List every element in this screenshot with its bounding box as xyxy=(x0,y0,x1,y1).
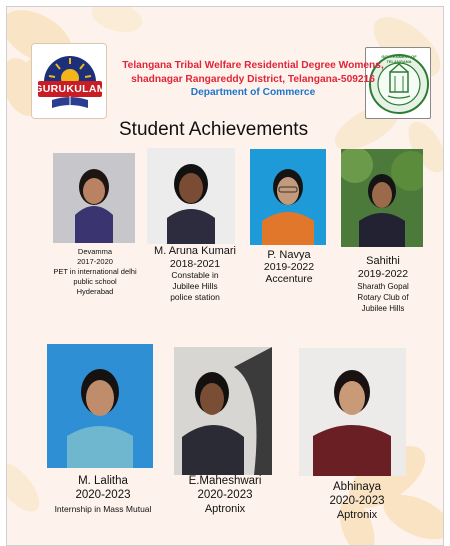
student-years: 2018-2021 xyxy=(169,258,221,270)
student-caption-sahithi xyxy=(337,255,429,314)
student-achievement: Jubilee Hills xyxy=(172,281,218,291)
student-name: M. Lalitha xyxy=(78,475,128,487)
student-achievement: public school xyxy=(73,277,117,286)
department-name: Department of Commerce xyxy=(190,87,316,98)
student-photo-maheshwari xyxy=(174,347,272,475)
student-years: 2019-2022 xyxy=(357,268,409,280)
student-achievement: Internship in Mass Mutual xyxy=(54,504,152,514)
student-years: 2017-2020 xyxy=(77,257,113,266)
student-name: Sahithi xyxy=(366,255,400,267)
student-years: 2020-2023 xyxy=(75,489,131,501)
gurukulam-logo-text: GURUKULAM xyxy=(34,83,106,95)
student-achievement: Aptronix xyxy=(336,509,378,521)
student-photo-abhinaya xyxy=(299,348,406,476)
student-caption-aruna-kumari xyxy=(149,245,241,303)
student-name: P. Navya xyxy=(267,249,311,261)
student-caption-abhinaya xyxy=(307,480,407,522)
student-achievement: Accenture xyxy=(265,273,313,285)
student-achievement: Aptronix xyxy=(204,503,246,515)
student-achievement: Rotary Club of xyxy=(357,293,409,302)
student-caption-devamma xyxy=(43,247,147,297)
student-years: 2019-2022 xyxy=(263,261,315,273)
student-name: E.Maheshwari xyxy=(188,475,262,487)
student-caption-navya xyxy=(247,249,331,285)
student-photo-aruna-kumari xyxy=(147,148,235,244)
student-photo-lalitha xyxy=(47,344,153,468)
student-caption-lalitha xyxy=(37,474,169,516)
student-name: Devamma xyxy=(77,247,113,256)
student-photo-navya xyxy=(250,149,326,245)
gurukulam-logo xyxy=(31,43,107,119)
student-name: Abhinaya xyxy=(333,481,381,493)
student-years: 2020-2023 xyxy=(329,495,385,507)
student-achievement: police station xyxy=(170,292,220,302)
student-achievement: Constable in xyxy=(171,270,219,280)
student-years: 2020-2023 xyxy=(197,489,253,501)
achievements-poster xyxy=(6,6,444,546)
emblem-ring-text: GOVERNMENT OF TELANGANA xyxy=(381,54,417,64)
section-title: Student Achievements xyxy=(119,119,309,140)
student-achievement: PET in international delhi xyxy=(53,267,137,276)
student-photo-devamma xyxy=(53,153,135,243)
student-achievement: Sharath Gopal xyxy=(357,282,409,291)
institution-name-line2: shadnagar Rangareddy District, Telangana-509216 xyxy=(131,74,375,85)
student-achievement: Jubilee Hills xyxy=(361,304,405,313)
student-photo-sahithi xyxy=(341,149,423,247)
student-name: M. Aruna Kumari xyxy=(154,245,236,257)
student-achievement: Hyderabad xyxy=(76,287,114,296)
student-caption-maheshwari xyxy=(175,474,275,516)
institution-name-line1: Telangana Tribal Welfare Residential Degree Womens, xyxy=(122,60,384,71)
